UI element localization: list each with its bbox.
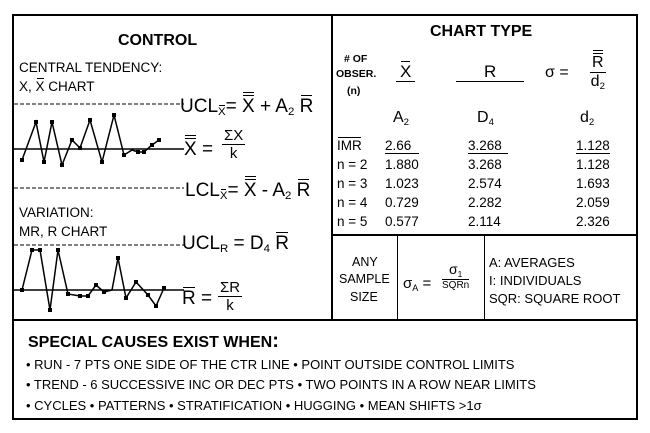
table-row-n: n = 4	[337, 195, 368, 210]
factor-a2-header: $A_2$	[393, 109, 410, 128]
any-sample-line3: SIZE	[350, 290, 378, 304]
obs-header-line2: OBSER.	[336, 68, 377, 80]
factor-d4-header: $D_4$	[477, 109, 494, 128]
sigma-a-fraction: $\sigma_1$ SQRn	[442, 261, 470, 292]
table-divider	[385, 153, 419, 154]
col-x-header: X	[396, 63, 415, 82]
divider-vertical-sample	[397, 235, 398, 320]
r-chart-label: MR, R CHART	[19, 224, 108, 239]
ucl-x-formula: $UCL_X= X + A_2$ R	[180, 96, 314, 118]
any-sample-line1: ANY	[352, 255, 378, 269]
table-row-n: n = 5	[337, 214, 368, 229]
center-x-fraction: $\frac{\Sigma X}{k}$	[224, 127, 244, 162]
table-cell-a2: 0.729	[385, 195, 419, 210]
table-cell-d2: 1.128	[576, 138, 610, 153]
table-cell-a2: 2.66	[385, 138, 412, 153]
special-causes-line1: • RUN - 7 PTS ONE SIDE OF THE CTR LINE • POINT OUTSIDE CONTROL LIMITS	[26, 357, 515, 372]
legend-averages: A: AVERAGES	[489, 255, 575, 270]
legend-square-root: SQR: SQUARE ROOT	[489, 291, 621, 306]
table-row-n: IMR	[337, 138, 362, 153]
special-causes-line2: • TREND - 6 SUCCESSIVE INC OR DEC PTS • TWO POINTS IN A ROW NEAR LIMITS	[26, 377, 536, 392]
special-causes-title: SPECIAL CAUSES EXIST WHEN:	[28, 330, 279, 352]
table-divider	[468, 153, 508, 154]
factor-d2-header: $d_2$	[580, 109, 595, 128]
divider-vertical-main	[331, 15, 333, 320]
table-row-n: n = 2	[337, 157, 368, 172]
sigma-a-formula: $\sigma_A$ =	[403, 275, 432, 293]
table-cell-d4: 2.574	[468, 176, 502, 191]
divider-vertical-legend	[484, 235, 485, 320]
special-causes-line3: • CYCLES • PATTERNS • STRATIFICATION • HUGGING • MEAN SHIFTS >1σ	[26, 398, 482, 413]
any-sample-line2: SAMPLE	[339, 272, 390, 286]
center-r-fraction: $\frac{\Sigma R}{k}$	[220, 279, 241, 314]
table-cell-d4: 3.268	[468, 157, 502, 172]
center-x-formula: X =	[184, 139, 214, 160]
table-cell-d4: 3.268	[468, 138, 502, 153]
variation-label: VARIATION:	[19, 205, 94, 220]
table-divider	[576, 153, 610, 154]
obs-header-line3: (n)	[347, 85, 361, 97]
table-row-n: n = 3	[337, 176, 368, 191]
sigma-fraction: $\frac{R}{d_2}$	[590, 54, 605, 92]
table-cell-a2: 1.023	[385, 176, 419, 191]
table-cell-d2: 1.128	[576, 157, 610, 172]
xbar-mini-chart	[14, 100, 184, 205]
table-cell-d2: 2.059	[576, 195, 610, 210]
obs-header-line1: # OF	[344, 53, 368, 65]
table-cell-d4: 2.114	[468, 214, 501, 229]
legend-individuals: I: INDIVIDUALS	[489, 273, 582, 288]
xbar-chart-label: X, X CHART	[19, 79, 95, 94]
lcl-x-formula: $LCL_X= X - A_2$ R	[185, 180, 311, 202]
r-mini-chart	[14, 240, 184, 320]
central-tendency-label: CENTRAL TENDENCY:	[19, 60, 163, 75]
col-r-header: R	[456, 63, 524, 82]
table-cell-d4: 2.282	[468, 195, 502, 210]
ucl-r-formula: $UCL_R = D_4$ R	[182, 233, 289, 255]
table-cell-a2: 1.880	[385, 157, 419, 172]
table-cell-a2: 0.577	[385, 214, 419, 229]
center-r-formula: R =	[182, 288, 213, 309]
table-cell-d2: 2.326	[576, 214, 610, 229]
control-title: CONTROL	[118, 32, 198, 49]
table-cell-d2: 1.693	[576, 176, 610, 191]
chart-type-title: CHART TYPE	[430, 23, 533, 40]
sigma-label: σ =	[545, 64, 569, 81]
